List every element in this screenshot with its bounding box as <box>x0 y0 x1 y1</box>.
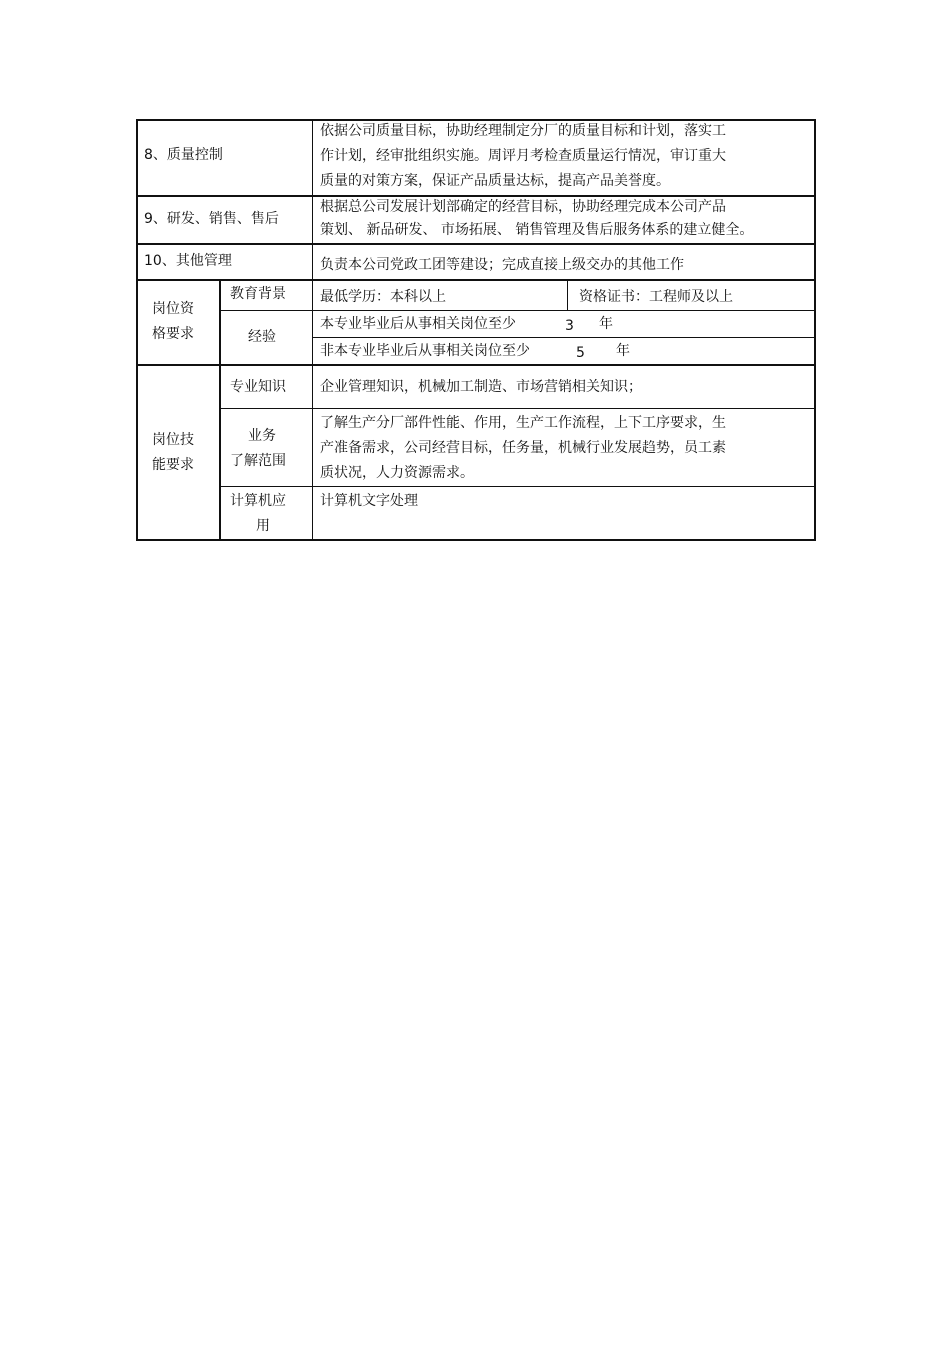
duty-desc-line: 负责本公司党政工团等建设；完成直接上级交办的其他工作 <box>320 257 684 273</box>
duty-desc-line: 作计划，经审批组织实施。周评月考检查质量运行情况，审订重大 <box>320 148 726 164</box>
experience-other-major-unit: 年 <box>616 343 630 359</box>
knowledge-value: 企业管理知识，机械加工制造、市场营销相关知识； <box>320 379 642 395</box>
column-divider <box>567 279 568 310</box>
column-divider <box>219 279 221 539</box>
skills-label: 岗位技 <box>152 432 194 448</box>
duty-label-other: 10、其他管理 <box>144 253 232 269</box>
computer-label: 计算机应 <box>230 493 286 509</box>
row-divider <box>219 486 814 487</box>
row-divider <box>312 337 814 338</box>
experience-same-major-years: 3 <box>565 318 574 334</box>
row-divider <box>219 408 814 409</box>
certificate-value: 资格证书：工程师及以上 <box>579 289 733 305</box>
duty-desc-line: 根据总公司发展计划部确定的经营目标，协助经理完成本公司产品 <box>320 199 726 215</box>
business-label: 业务 <box>248 428 276 444</box>
knowledge-label: 专业知识 <box>230 379 286 395</box>
education-value: 最低学历：本科以上 <box>320 289 446 305</box>
column-divider <box>312 121 313 279</box>
duty-label-rd-sales: 9、研发、销售、售后 <box>144 211 279 227</box>
qualification-label: 岗位资 <box>152 301 194 317</box>
business-label: 了解范围 <box>230 453 286 469</box>
row-divider <box>138 364 814 366</box>
row-divider <box>138 279 814 281</box>
qualification-label: 格要求 <box>152 326 194 342</box>
business-desc-line: 产准备需求，公司经营目标，任务量，机械行业发展趋势，员工素 <box>320 440 726 456</box>
computer-value: 计算机文字处理 <box>320 493 418 509</box>
experience-label: 经验 <box>248 329 276 345</box>
experience-same-major-unit: 年 <box>599 316 613 332</box>
job-description-table <box>136 119 816 541</box>
experience-other-major-years: 5 <box>576 345 585 361</box>
duty-label-quality: 8、质量控制 <box>144 147 223 163</box>
skills-label: 能要求 <box>152 457 194 473</box>
business-desc-line: 了解生产分厂部件性能、作用，生产工作流程，上下工序要求，生 <box>320 415 726 431</box>
duty-desc-line: 策划、 新品研发、 市场拓展、 销售管理及售后服务体系的建立健全。 <box>320 222 754 238</box>
computer-label: 用 <box>256 518 270 534</box>
experience-same-major: 本专业毕业后从事相关岗位至少 <box>320 316 516 332</box>
duty-desc-line: 依据公司质量目标，协助经理制定分厂的质量目标和计划，落实工 <box>320 123 726 139</box>
experience-other-major: 非本专业毕业后从事相关岗位至少 <box>320 343 530 359</box>
row-divider <box>138 243 814 245</box>
business-desc-line: 质状况，人力资源需求。 <box>320 465 474 481</box>
duty-desc-line: 质量的对策方案，保证产品质量达标，提高产品美誉度。 <box>320 173 670 189</box>
column-divider <box>312 279 313 539</box>
row-divider <box>219 310 814 311</box>
education-label: 教育背景 <box>230 286 286 302</box>
